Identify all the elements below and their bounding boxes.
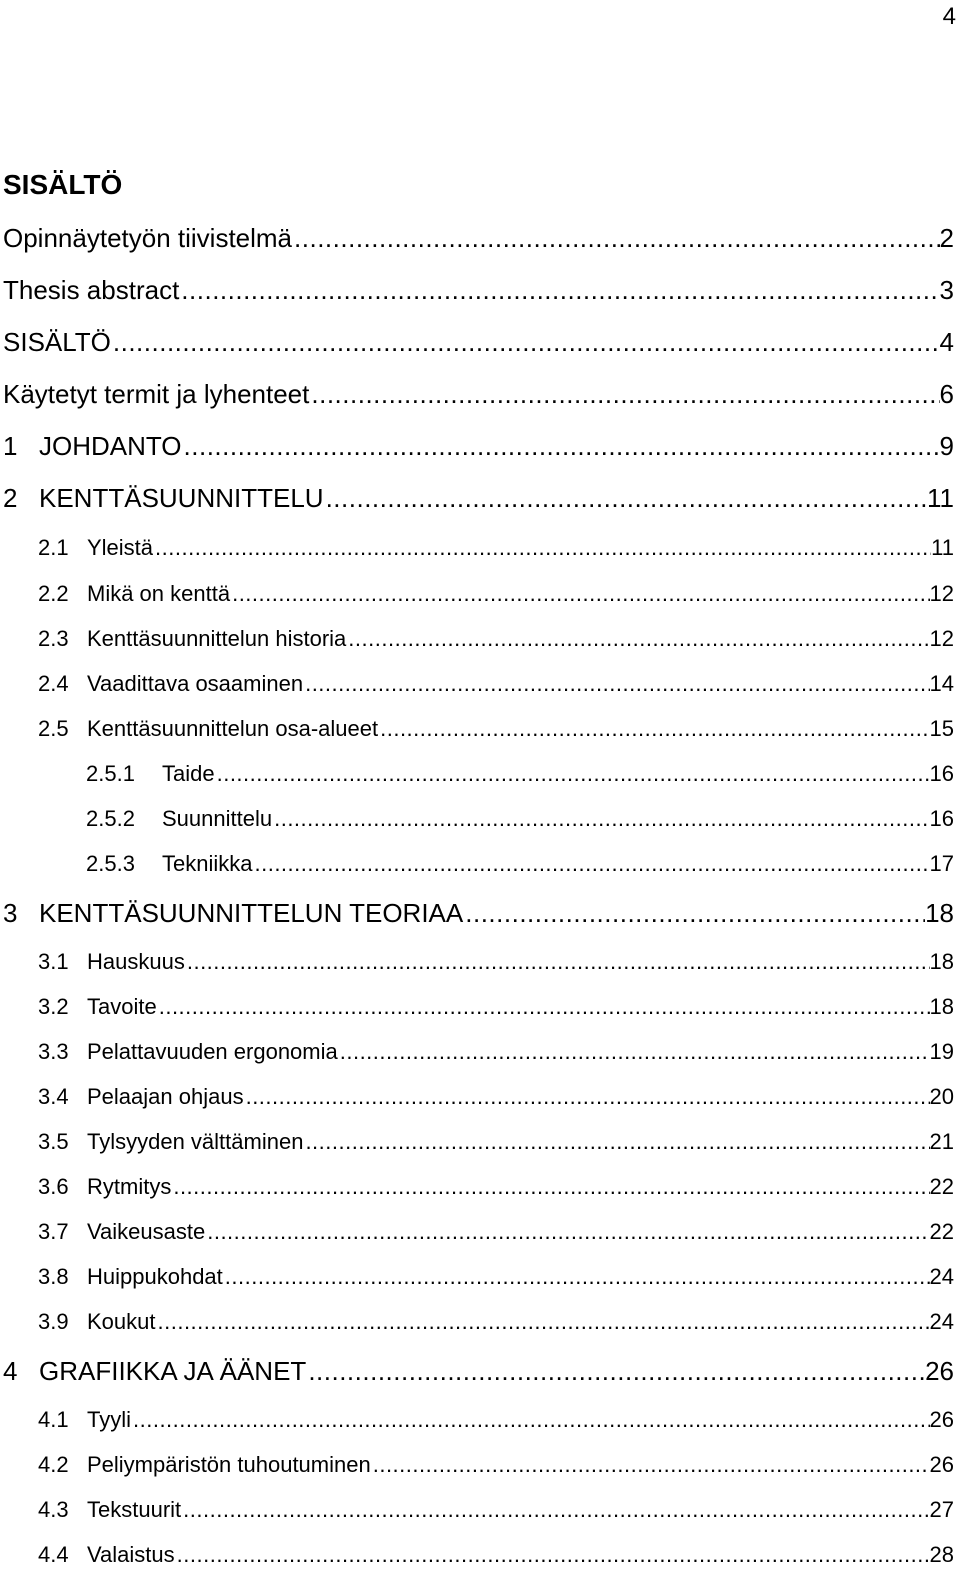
toc-entry-number: 4	[3, 1356, 18, 1386]
toc-entry-number: 4.3	[38, 1497, 69, 1522]
toc-entry-page: 9	[939, 431, 954, 461]
toc-entry-page: 6	[939, 379, 954, 409]
toc-entry-number: 3.2	[38, 994, 69, 1019]
toc-entry-title: KENTTÄSUUNNITTELUN TEORIAA	[39, 898, 464, 928]
toc-entry-page: 18	[925, 898, 954, 928]
dot-leader	[171, 1172, 929, 1202]
toc-entry-title: Mikä on kenttä	[87, 581, 231, 606]
toc-entry[interactable]	[3, 220, 954, 256]
toc-entry-title: Peliympäristön tuhoutuminen	[87, 1452, 371, 1477]
toc-entry-page: 26	[925, 1356, 954, 1386]
toc-entry-page: 28	[929, 1542, 954, 1567]
toc-subsection[interactable]	[86, 804, 954, 834]
dot-leader	[306, 1353, 925, 1389]
toc-entry-number: 3.7	[38, 1219, 69, 1244]
dot-leader	[378, 714, 929, 744]
toc-section[interactable]	[38, 1405, 954, 1435]
toc-entry-page: 19	[929, 1039, 954, 1064]
dot-leader	[463, 895, 925, 931]
dot-leader	[153, 533, 931, 563]
toc-entry-number: 4.2	[38, 1452, 69, 1477]
toc-entry-title: Vaikeusaste	[87, 1219, 206, 1244]
dot-leader	[324, 480, 927, 516]
toc-entry-number: 3.3	[38, 1039, 69, 1064]
toc-entry-title: Hauskuus	[87, 949, 185, 974]
dot-leader	[338, 1037, 930, 1067]
toc-entry-page: 11	[931, 535, 954, 560]
toc-entry-page: 12	[929, 581, 954, 606]
toc-section[interactable]	[38, 992, 954, 1022]
toc-entry-number: 2.1	[38, 535, 69, 560]
toc-entry-page: 15	[929, 716, 954, 741]
toc-entry-number: 4.1	[38, 1407, 69, 1432]
toc-entry-title: Rytmitys	[87, 1174, 172, 1199]
toc-entry-number: 2.2	[38, 581, 69, 606]
toc-chapter[interactable]	[3, 480, 954, 516]
toc-entry-title: Taide	[162, 761, 215, 786]
toc-entry-title: Pelaajan ohjaus	[87, 1084, 244, 1109]
toc-entry-page: 4	[939, 327, 954, 357]
toc-entry-number: 2.3	[38, 626, 69, 651]
dot-leader	[252, 849, 929, 879]
toc-entry-number: 3.6	[38, 1174, 69, 1199]
toc-chapter[interactable]	[3, 1353, 954, 1389]
dot-leader	[303, 1127, 929, 1157]
toc-entry-page: 16	[929, 761, 954, 786]
toc-entry-title: Tavoite	[87, 994, 157, 1019]
toc-entry-title: Vaadittava osaaminen	[87, 671, 304, 696]
toc-section[interactable]	[38, 533, 954, 563]
dot-leader	[157, 992, 930, 1022]
toc-section[interactable]	[38, 1037, 954, 1067]
toc-entry-page: 16	[929, 806, 954, 831]
toc-entry-title: Valaistus	[87, 1542, 175, 1567]
toc-entry[interactable]	[3, 324, 954, 360]
toc-entry-title: Tekniikka	[162, 851, 253, 876]
toc-entry-number: 1	[3, 431, 18, 461]
dot-leader	[346, 624, 929, 654]
toc-entry-number: 3.4	[38, 1084, 69, 1109]
toc-entry-title: Koukut	[87, 1309, 156, 1334]
dot-leader	[205, 1217, 929, 1247]
toc-entry-number: 2.5	[38, 716, 69, 741]
toc-section[interactable]	[38, 669, 954, 699]
dot-leader	[309, 376, 939, 412]
toc-section[interactable]	[38, 1262, 954, 1292]
dot-leader	[223, 1262, 930, 1292]
toc-entry-page: 20	[929, 1084, 954, 1109]
toc-entry-page: 18	[929, 994, 954, 1019]
dot-leader	[244, 1082, 930, 1112]
dot-leader	[272, 804, 929, 834]
toc-entry-number: 3.5	[38, 1129, 69, 1154]
dot-leader	[175, 1540, 930, 1570]
toc-section[interactable]	[38, 1450, 954, 1480]
toc-entry-number: 3.1	[38, 949, 69, 974]
toc-entry-page: 22	[929, 1174, 954, 1199]
toc-entry[interactable]	[3, 376, 954, 412]
toc-entry-title: GRAFIIKKA JA ÄÄNET	[39, 1356, 307, 1386]
toc-entry-number: 4.4	[38, 1542, 69, 1567]
toc-entry[interactable]	[3, 272, 954, 308]
toc-entry-title: Tyyli	[87, 1407, 131, 1432]
toc-subsection[interactable]	[86, 759, 954, 789]
dot-leader	[179, 272, 939, 308]
toc-entry-title: SISÄLTÖ	[3, 327, 111, 357]
toc-entry-page: 26	[929, 1407, 954, 1432]
toc-entry-title: Suunnittelu	[162, 806, 273, 831]
dot-leader	[292, 220, 940, 256]
toc-entry-number: 2.4	[38, 671, 69, 696]
toc-chapter[interactable]	[3, 895, 954, 931]
toc-section[interactable]	[38, 579, 954, 609]
toc-entry-number: 2.5.2	[86, 806, 135, 831]
toc-section[interactable]	[38, 1495, 954, 1525]
dot-leader	[131, 1405, 930, 1435]
toc-entry-number: 3.9	[38, 1309, 69, 1334]
dot-leader	[230, 579, 929, 609]
toc-entry-title: Käytetyt termit ja lyhenteet	[3, 379, 310, 409]
toc-entry-number: 3	[3, 898, 18, 928]
toc-section[interactable]	[38, 1082, 954, 1112]
toc-entry-page: 17	[929, 851, 954, 876]
toc-section[interactable]	[38, 1127, 954, 1157]
page-number: 4	[942, 3, 956, 30]
toc-entry-page: 2	[939, 223, 954, 253]
toc-chapter[interactable]	[3, 428, 954, 464]
toc-entry-title: Kenttäsuunnittelun historia	[87, 626, 347, 651]
dot-leader	[111, 324, 940, 360]
toc-entry-page: 24	[929, 1264, 954, 1289]
toc-entry-title: Thesis abstract	[3, 275, 180, 305]
toc-entry-number: 2	[3, 483, 18, 513]
toc-entry-page: 26	[929, 1452, 954, 1477]
toc-entry-title: Kenttäsuunnittelun osa-alueet	[87, 716, 379, 741]
toc-entry-page: 24	[929, 1309, 954, 1334]
toc-entry-page: 12	[929, 626, 954, 651]
dot-leader	[303, 669, 929, 699]
toc-section[interactable]	[38, 1217, 954, 1247]
toc-entry-title: JOHDANTO	[39, 431, 182, 461]
toc-entry-page: 11	[927, 483, 954, 513]
toc-section[interactable]	[38, 1540, 954, 1570]
toc-entry-title: KENTTÄSUUNNITTELU	[39, 483, 324, 513]
dot-leader	[182, 428, 940, 464]
toc-entry-page: 27	[929, 1497, 954, 1522]
toc-section[interactable]	[38, 1172, 954, 1202]
toc-entry-title: Tylsyyden välttäminen	[87, 1129, 304, 1154]
toc-section[interactable]	[38, 714, 954, 744]
toc-entry-page: 14	[929, 671, 954, 696]
toc-heading: SISÄLTÖ	[3, 169, 123, 200]
toc-entry-number: 2.5.1	[86, 761, 135, 786]
toc-section[interactable]	[38, 947, 954, 977]
toc-section[interactable]	[38, 1307, 954, 1337]
toc-entry-number: 3.8	[38, 1264, 69, 1289]
toc-entry-title: Huippukohdat	[87, 1264, 223, 1289]
dot-leader	[156, 1307, 930, 1337]
toc-entry-title: Pelattavuuden ergonomia	[87, 1039, 338, 1064]
toc-entry-title: Tekstuurit	[87, 1497, 182, 1522]
toc-subsection[interactable]	[86, 849, 954, 879]
dot-leader	[215, 759, 930, 789]
dot-leader	[185, 947, 930, 977]
toc-entry-page: 21	[929, 1129, 954, 1154]
toc-entry-page: 22	[929, 1219, 954, 1244]
toc-entry-title: Opinnäytetyön tiivistelmä	[3, 223, 293, 253]
toc-section[interactable]	[38, 624, 954, 654]
toc-entry-page: 3	[939, 275, 954, 305]
toc-entry-page: 18	[929, 949, 954, 974]
toc-entry-title: Yleistä	[87, 535, 154, 560]
dot-leader	[371, 1450, 930, 1480]
dot-leader	[181, 1495, 929, 1525]
toc-entry-number: 2.5.3	[86, 851, 135, 876]
